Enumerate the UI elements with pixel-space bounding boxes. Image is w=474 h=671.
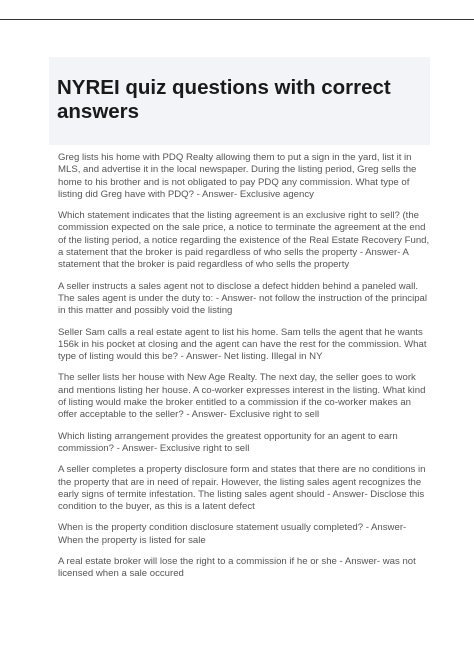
qa-entry-7: A seller completes a property disclosure form and states that there are no conditions in the property that are in need of repair. However, the listing sales agent recognizes the early signs of termite infestation. The listing sales agent should - Answer- Disclose this condition to the buyer, as this is a latent defect [58,464,426,513]
document-title: NYREI quiz questions with correct answers [57,76,391,123]
qa-entry-8: When is the property condition disclosure statement usually completed? - Answer- When the property is listed for sale [58,522,407,546]
qa-entry-5: The seller lists her house with New Age Realty. The next day, the seller goes to work and mentions listing her house. A co-worker expresses interest in the listing. What kind of listing would make the broker entitled to a commission if the co-worker makes an offer acceptable to the seller? - Answer- Exclusive right to sell [58,372,426,421]
qa-entry-2: Which statement indicates that the listing agreement is an exclusive right to sell? (the commission expected on the sale price, a notice to terminate the agreement at the end of the listing period, a notice regarding the existence of the Real Estate Recovery Fund, a statement that the broker is paid regardless of who sells the property - Answer- A statement that the broker is paid regardless of who sells the property [58,210,430,271]
qa-entry-3: A seller instructs a sales agent not to disclose a defect hidden behind a paneled wall. The sales agent is under the duty to: - Answer- not follow the instruction of the principal in this matter and possibly void the listing [58,280,428,317]
top-rule [0,19,474,20]
qa-entry-9: A real estate broker will lose the right to a commission if he or she - Answer- was not licensed when a sale occured [58,556,416,580]
qa-entry-4: Seller Sam calls a real estate agent to list his home. Sam tells the agent that he wants 156k in his pocket at closing and the agent can have the rest for the commission. What type of listing would this be? - Answer- Net listing. Illegal in NY [58,326,427,363]
document-body [58,152,430,590]
qa-entry-1: Greg lists his home with PDQ Realty allowing them to put a sign in the yard, list it in MLS, and advertise it in the local newspaper. During the listing period, Greg sells the home to his brother and is not obligated to pay PDQ any commission. What type of listing did Greg have with PDQ? - Answer- Exclusive agency [58,152,417,200]
qa-entry-6: Which listing arrangement provides the greatest opportunity for an agent to earn commission? - Answer- Exclusive right to sell [58,430,398,454]
